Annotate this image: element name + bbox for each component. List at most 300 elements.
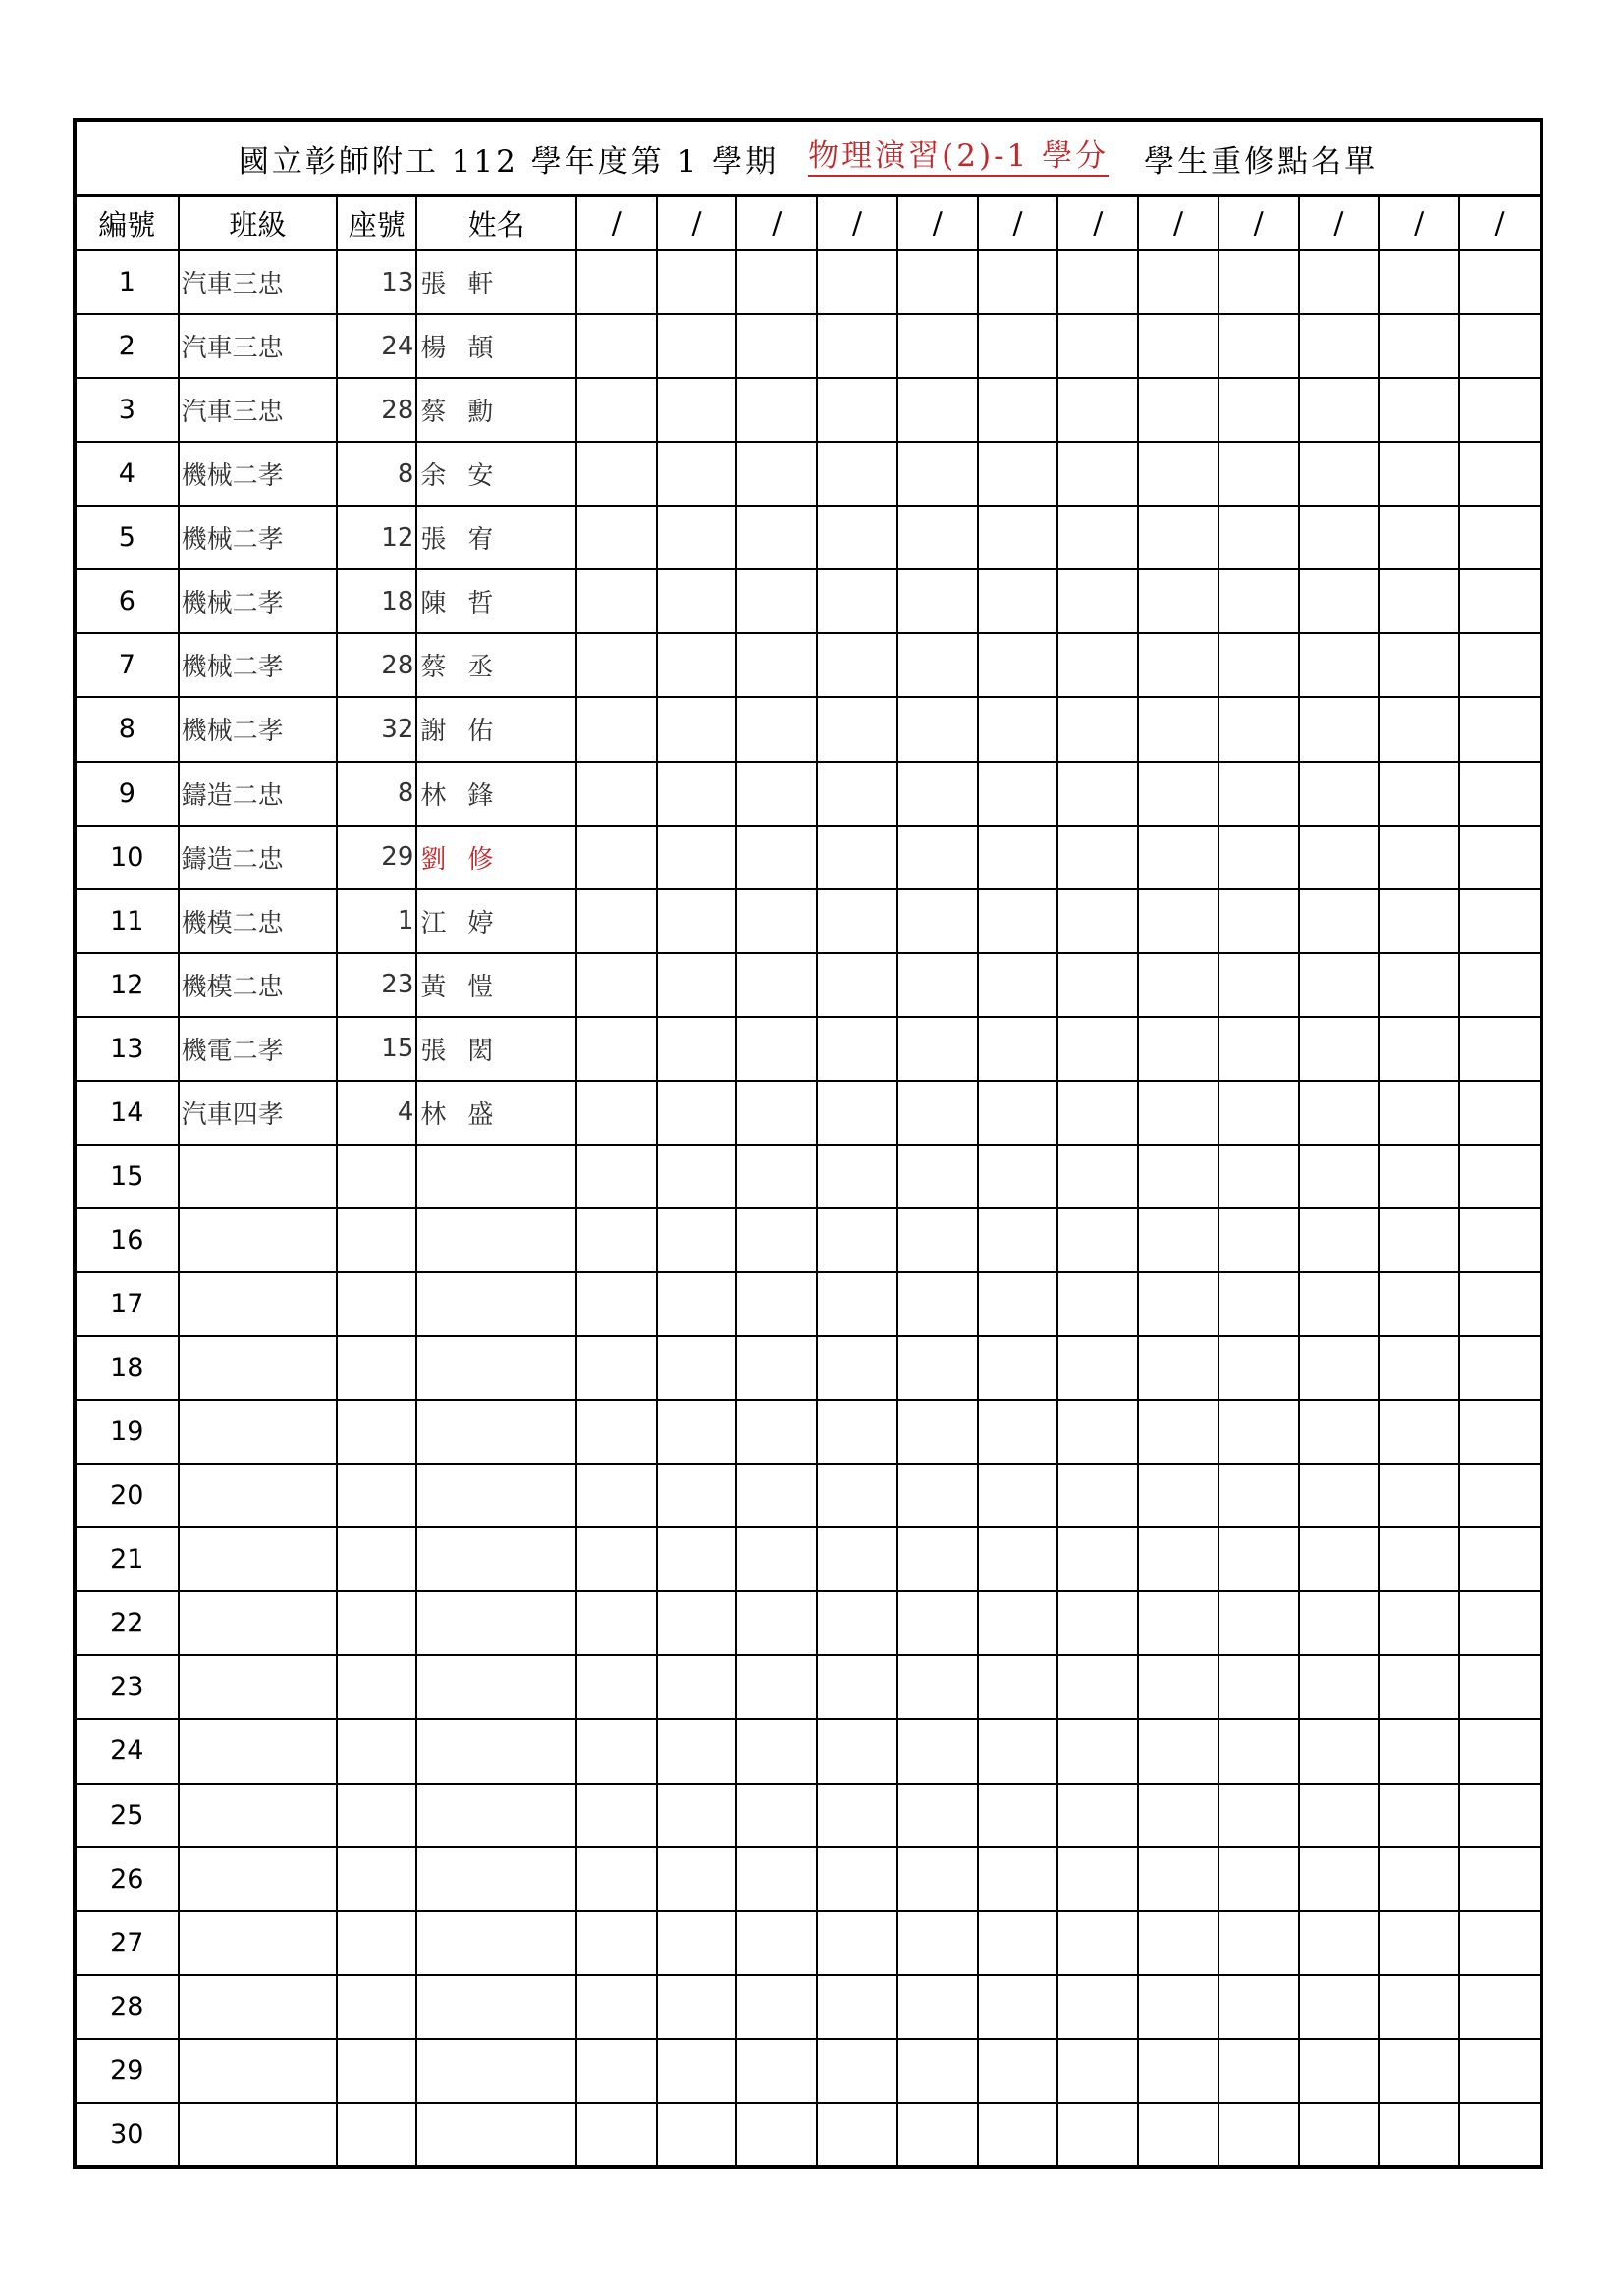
student-row — [77, 442, 1540, 506]
attendance-cell — [1218, 1145, 1299, 1208]
attendance-cell — [736, 1272, 817, 1336]
attendance-cell — [576, 569, 657, 633]
attendance-cell — [1459, 1208, 1540, 1272]
attendance-cell — [1459, 1272, 1540, 1336]
date-column-header: / — [576, 197, 657, 250]
attendance-cell — [1299, 762, 1380, 826]
student-surname: 蔡 — [420, 653, 447, 683]
attendance-cell — [657, 1464, 737, 1527]
attendance-cell — [1299, 1336, 1380, 1400]
student-name — [416, 378, 576, 442]
attendance-cell — [1218, 1911, 1299, 1975]
student-name — [416, 1400, 576, 1464]
attendance-cell — [576, 2103, 657, 2165]
attendance-cell — [897, 2103, 978, 2165]
student-surname: 張 — [420, 525, 447, 556]
attendance-cell — [1459, 1591, 1540, 1655]
attendance-cell — [1379, 1464, 1459, 1527]
student-surname: 余 — [420, 461, 447, 492]
student-class: 汽車三忠 — [179, 378, 338, 442]
attendance-cell — [1379, 1017, 1459, 1081]
attendance-cell — [1299, 1911, 1380, 1975]
attendance-cell — [978, 442, 1058, 506]
student-row — [77, 1145, 1540, 1208]
attendance-cell — [978, 1336, 1058, 1400]
student-row — [77, 1017, 1540, 1081]
attendance-cell — [576, 1081, 657, 1145]
attendance-cell — [1379, 697, 1459, 761]
attendance-cell — [1057, 1655, 1138, 1719]
attendance-cell — [817, 1847, 897, 1911]
attendance-cell — [1379, 1719, 1459, 1783]
attendance-cell — [1299, 314, 1380, 378]
attendance-cell — [1379, 1081, 1459, 1145]
attendance-cell — [1057, 506, 1138, 569]
attendance-cell — [657, 314, 737, 378]
student-row — [77, 1081, 1540, 1145]
attendance-cell — [657, 953, 737, 1017]
attendance-cell — [978, 1975, 1058, 2039]
student-given-name: 安 — [467, 461, 494, 492]
attendance-cell — [897, 1527, 978, 1591]
student-surname: 陳 — [420, 589, 447, 619]
attendance-cell — [657, 506, 737, 569]
attendance-cell — [1218, 826, 1299, 889]
attendance-cell — [1459, 1719, 1540, 1783]
student-surname: 林 — [420, 780, 447, 811]
attendance-cell — [817, 889, 897, 953]
attendance-cell — [817, 1911, 897, 1975]
student-class: 機械二孝 — [179, 442, 338, 506]
attendance-cell — [817, 697, 897, 761]
attendance-cell — [897, 1208, 978, 1272]
attendance-cell — [736, 506, 817, 569]
attendance-cell — [978, 1464, 1058, 1527]
attendance-cell — [1379, 1911, 1459, 1975]
attendance-cell — [1138, 569, 1218, 633]
attendance-cell — [736, 826, 817, 889]
attendance-cell — [1218, 506, 1299, 569]
attendance-cell — [978, 762, 1058, 826]
row-number: 3 — [77, 378, 179, 442]
attendance-cell — [978, 2039, 1058, 2103]
student-row — [77, 633, 1540, 697]
attendance-cell — [1299, 2103, 1380, 2165]
attendance-cell — [1379, 314, 1459, 378]
attendance-cell — [1218, 953, 1299, 1017]
attendance-cell — [1459, 826, 1540, 889]
student-class: 機械二孝 — [179, 506, 338, 569]
attendance-cell — [1218, 1527, 1299, 1591]
attendance-cell — [897, 2039, 978, 2103]
attendance-cell — [576, 762, 657, 826]
attendance-cell — [1299, 697, 1380, 761]
attendance-cell — [1459, 1847, 1540, 1911]
student-name — [416, 442, 576, 506]
attendance-cell — [736, 1527, 817, 1591]
attendance-cell — [978, 2103, 1058, 2165]
student-class — [179, 1464, 338, 1527]
attendance-cell — [1299, 378, 1380, 442]
student-surname: 林 — [420, 1099, 447, 1130]
attendance-cell — [978, 1208, 1058, 1272]
student-row — [77, 697, 1540, 761]
student-surname: 劉 — [420, 844, 447, 875]
student-seat: 4 — [337, 1081, 416, 1145]
attendance-cell — [1218, 1272, 1299, 1336]
student-row — [77, 1336, 1540, 1400]
student-name — [416, 1145, 576, 1208]
attendance-cell — [817, 1464, 897, 1527]
attendance-cell — [1138, 826, 1218, 889]
row-number: 1 — [77, 250, 179, 314]
student-row — [77, 1784, 1540, 1847]
attendance-cell — [1218, 1208, 1299, 1272]
student-surname: 蔡 — [420, 398, 447, 428]
roll-call-sheet — [73, 118, 1543, 2169]
student-seat: 18 — [337, 569, 416, 633]
student-name — [416, 1336, 576, 1400]
student-given-name: 鋒 — [467, 780, 494, 811]
attendance-cell — [1218, 2103, 1299, 2165]
attendance-cell — [1138, 378, 1218, 442]
attendance-cell — [1299, 1208, 1380, 1272]
attendance-cell — [978, 314, 1058, 378]
attendance-cell — [1138, 1975, 1218, 2039]
attendance-cell — [657, 1655, 737, 1719]
attendance-cell — [1379, 1591, 1459, 1655]
student-class: 鑄造二忠 — [179, 826, 338, 889]
student-seat — [337, 1591, 416, 1655]
student-name — [416, 1719, 576, 1783]
attendance-cell — [1299, 1400, 1380, 1464]
attendance-cell — [817, 1336, 897, 1400]
student-name — [416, 1975, 576, 2039]
student-surname: 黃 — [420, 972, 447, 1002]
attendance-cell — [1459, 1975, 1540, 2039]
student-name — [416, 1464, 576, 1527]
student-name — [416, 1911, 576, 1975]
student-name — [416, 314, 576, 378]
attendance-cell — [1218, 2039, 1299, 2103]
attendance-cell — [1379, 1784, 1459, 1847]
header-number: 編號 — [77, 197, 179, 250]
attendance-cell — [576, 1017, 657, 1081]
attendance-cell — [576, 1655, 657, 1719]
attendance-cell — [736, 762, 817, 826]
attendance-cell — [817, 2103, 897, 2165]
student-name — [416, 1655, 576, 1719]
attendance-cell — [1057, 1719, 1138, 1783]
student-class — [179, 1847, 338, 1911]
attendance-cell — [576, 1336, 657, 1400]
attendance-cell — [1218, 1784, 1299, 1847]
attendance-cell — [1138, 1784, 1218, 1847]
attendance-cell — [817, 1400, 897, 1464]
attendance-cell — [1138, 1272, 1218, 1336]
attendance-cell — [576, 1527, 657, 1591]
attendance-cell — [1379, 889, 1459, 953]
student-seat — [337, 1911, 416, 1975]
attendance-cell — [1459, 569, 1540, 633]
attendance-cell — [1379, 633, 1459, 697]
attendance-cell — [978, 889, 1058, 953]
attendance-cell — [1379, 1272, 1459, 1336]
student-seat — [337, 2039, 416, 2103]
attendance-cell — [736, 1145, 817, 1208]
attendance-cell — [1138, 1145, 1218, 1208]
attendance-cell — [1379, 826, 1459, 889]
attendance-cell — [736, 442, 817, 506]
student-class: 鑄造二忠 — [179, 762, 338, 826]
attendance-cell — [978, 1081, 1058, 1145]
attendance-cell — [1379, 2039, 1459, 2103]
attendance-cell — [897, 953, 978, 1017]
attendance-cell — [978, 826, 1058, 889]
attendance-cell — [576, 633, 657, 697]
attendance-cell — [576, 1975, 657, 2039]
student-row — [77, 1591, 1540, 1655]
attendance-cell — [897, 633, 978, 697]
attendance-cell — [1057, 1400, 1138, 1464]
attendance-cell — [1459, 442, 1540, 506]
row-number: 19 — [77, 1400, 179, 1464]
attendance-cell — [1459, 1336, 1540, 1400]
attendance-cell — [897, 1847, 978, 1911]
date-column-header: / — [1299, 197, 1380, 250]
attendance-cell — [897, 250, 978, 314]
student-class: 汽車三忠 — [179, 314, 338, 378]
student-surname: 楊 — [420, 334, 447, 364]
attendance-cell — [1138, 633, 1218, 697]
student-seat — [337, 1527, 416, 1591]
row-number: 21 — [77, 1527, 179, 1591]
student-name — [416, 1591, 576, 1655]
student-row — [77, 1847, 1540, 1911]
attendance-cell — [657, 250, 737, 314]
date-column-header: / — [1218, 197, 1299, 250]
attendance-cell — [897, 1911, 978, 1975]
attendance-cell — [1138, 442, 1218, 506]
attendance-cell — [657, 1911, 737, 1975]
attendance-cell — [1379, 506, 1459, 569]
attendance-cell — [978, 1272, 1058, 1336]
attendance-cell — [1218, 1655, 1299, 1719]
row-number: 28 — [77, 1975, 179, 2039]
attendance-cell — [817, 1208, 897, 1272]
attendance-cell — [1299, 1847, 1380, 1911]
student-class: 機模二忠 — [179, 889, 338, 953]
attendance-cell — [1057, 1591, 1138, 1655]
attendance-cell — [817, 1591, 897, 1655]
attendance-cell — [657, 1081, 737, 1145]
attendance-cell — [1459, 1527, 1540, 1591]
attendance-cell — [817, 442, 897, 506]
attendance-cell — [736, 1081, 817, 1145]
attendance-cell — [576, 1847, 657, 1911]
attendance-cell — [1057, 1336, 1138, 1400]
attendance-cell — [1138, 1081, 1218, 1145]
student-seat — [337, 1400, 416, 1464]
student-given-name: 婷 — [467, 908, 494, 938]
attendance-cell — [897, 1591, 978, 1655]
student-class — [179, 2103, 338, 2165]
attendance-cell — [1057, 1784, 1138, 1847]
student-seat — [337, 1719, 416, 1783]
attendance-cell — [1299, 633, 1380, 697]
student-given-name: 盛 — [467, 1099, 494, 1130]
student-row — [77, 569, 1540, 633]
attendance-cell — [736, 569, 817, 633]
attendance-cell — [657, 378, 737, 442]
attendance-cell — [657, 1784, 737, 1847]
attendance-cell — [1218, 1591, 1299, 1655]
student-row — [77, 506, 1540, 569]
student-seat: 8 — [337, 442, 416, 506]
attendance-cell — [897, 1719, 978, 1783]
attendance-cell — [1459, 2103, 1540, 2165]
attendance-cell — [978, 1719, 1058, 1783]
attendance-cell — [576, 953, 657, 1017]
attendance-cell — [1057, 1017, 1138, 1081]
attendance-cell — [817, 1145, 897, 1208]
student-name — [416, 1527, 576, 1591]
attendance-cell — [576, 250, 657, 314]
attendance-cell — [1218, 569, 1299, 633]
attendance-cell — [657, 1208, 737, 1272]
attendance-cell — [657, 1719, 737, 1783]
student-seat — [337, 1847, 416, 1911]
student-seat — [337, 1655, 416, 1719]
student-given-name: 軒 — [467, 270, 494, 300]
attendance-cell — [1138, 1527, 1218, 1591]
attendance-cell — [657, 762, 737, 826]
header-name: 姓名 — [416, 197, 576, 250]
student-seat — [337, 1272, 416, 1336]
student-name — [416, 250, 576, 314]
student-row — [77, 1911, 1540, 1975]
attendance-cell — [576, 1719, 657, 1783]
attendance-cell — [736, 1784, 817, 1847]
student-given-name: 頡 — [467, 334, 494, 364]
student-class — [179, 1208, 338, 1272]
student-seat — [337, 2103, 416, 2165]
attendance-cell — [576, 1400, 657, 1464]
attendance-cell — [1459, 1017, 1540, 1081]
student-seat — [337, 1975, 416, 2039]
attendance-cell — [978, 506, 1058, 569]
student-row — [77, 1208, 1540, 1272]
attendance-cell — [897, 762, 978, 826]
row-number: 15 — [77, 1145, 179, 1208]
date-column-header: / — [978, 197, 1058, 250]
attendance-cell — [1057, 633, 1138, 697]
attendance-cell — [657, 826, 737, 889]
attendance-cell — [1379, 250, 1459, 314]
row-number: 17 — [77, 1272, 179, 1336]
attendance-cell — [817, 1784, 897, 1847]
attendance-cell — [1459, 697, 1540, 761]
student-given-name: 丞 — [467, 653, 494, 683]
attendance-cell — [817, 1655, 897, 1719]
student-seat: 29 — [337, 826, 416, 889]
student-given-name: 閎 — [467, 1036, 494, 1066]
student-class: 機模二忠 — [179, 953, 338, 1017]
attendance-cell — [1218, 697, 1299, 761]
attendance-cell — [1218, 378, 1299, 442]
attendance-cell — [978, 697, 1058, 761]
student-class — [179, 1145, 338, 1208]
student-class: 機電二孝 — [179, 1017, 338, 1081]
attendance-cell — [657, 442, 737, 506]
attendance-cell — [736, 378, 817, 442]
attendance-cell — [1218, 1975, 1299, 2039]
student-row — [77, 1464, 1540, 1527]
student-seat: 32 — [337, 697, 416, 761]
student-row — [77, 1975, 1540, 2039]
attendance-cell — [978, 1527, 1058, 1591]
student-class: 機械二孝 — [179, 697, 338, 761]
attendance-cell — [1057, 889, 1138, 953]
attendance-cell — [1057, 826, 1138, 889]
student-seat: 12 — [337, 506, 416, 569]
attendance-cell — [576, 2039, 657, 2103]
attendance-cell — [1459, 1655, 1540, 1719]
student-given-name: 宥 — [467, 525, 494, 556]
student-surname: 謝 — [420, 717, 447, 747]
attendance-cell — [897, 889, 978, 953]
attendance-cell — [1057, 1847, 1138, 1911]
attendance-cell — [1379, 378, 1459, 442]
attendance-cell — [1459, 250, 1540, 314]
attendance-cell — [657, 1017, 737, 1081]
date-column-header: / — [1459, 197, 1540, 250]
row-number: 30 — [77, 2103, 179, 2165]
attendance-cell — [1299, 1527, 1380, 1591]
attendance-cell — [1057, 2039, 1138, 2103]
attendance-cell — [576, 697, 657, 761]
attendance-cell — [1299, 1017, 1380, 1081]
attendance-cell — [978, 1400, 1058, 1464]
attendance-cell — [1138, 1911, 1218, 1975]
attendance-cell — [897, 314, 978, 378]
attendance-cell — [1299, 250, 1380, 314]
attendance-cell — [1459, 633, 1540, 697]
attendance-cell — [817, 569, 897, 633]
attendance-cell — [817, 506, 897, 569]
attendance-cell — [1299, 1975, 1380, 2039]
student-name — [416, 1017, 576, 1081]
student-class — [179, 1911, 338, 1975]
attendance-cell — [978, 569, 1058, 633]
attendance-cell — [1138, 1655, 1218, 1719]
attendance-cell — [1218, 250, 1299, 314]
attendance-cell — [1218, 442, 1299, 506]
student-seat: 28 — [337, 633, 416, 697]
student-name — [416, 633, 576, 697]
attendance-cell — [1379, 762, 1459, 826]
attendance-cell — [736, 2039, 817, 2103]
attendance-cell — [736, 1464, 817, 1527]
attendance-cell — [817, 826, 897, 889]
student-row — [77, 1655, 1540, 1719]
attendance-cell — [978, 953, 1058, 1017]
school-term-title: 國立彰師附工 112 學年度第 1 學期 — [238, 143, 780, 180]
attendance-cell — [1057, 1145, 1138, 1208]
student-seat: 28 — [337, 378, 416, 442]
attendance-cell — [1459, 1081, 1540, 1145]
row-number: 6 — [77, 569, 179, 633]
